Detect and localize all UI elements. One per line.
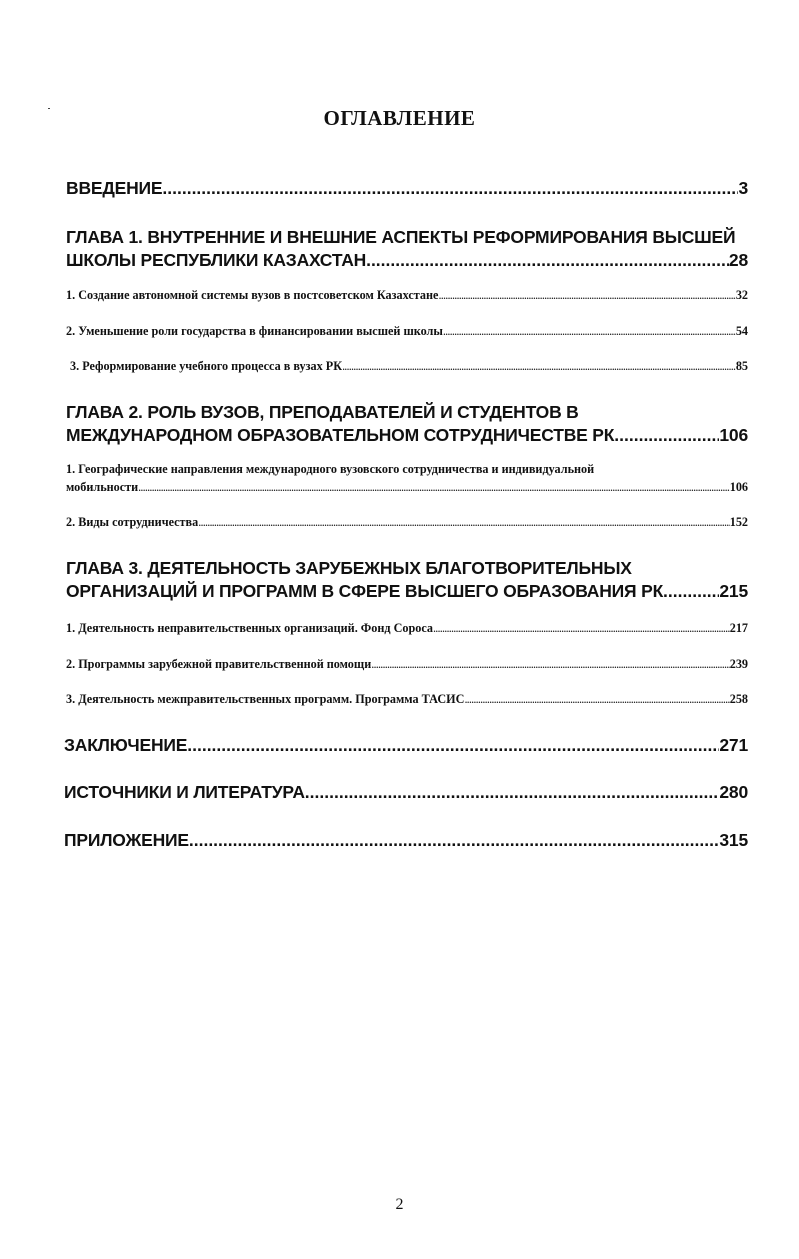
toc-entry-title: 1. Создание автономной системы вузов в постсоветском Казахстане	[66, 288, 439, 302]
page-title: ОГЛАВЛЕНИЕ	[323, 106, 476, 130]
toc-entry-appendix[interactable]	[64, 829, 748, 852]
toc-entry-title-line-2: МЕЖДУНАРОДНОМ ОБРАЗОВАТЕЛЬНОМ СОТРУДНИЧЕСТВЕ РК	[66, 425, 615, 445]
dot-leader	[433, 619, 730, 637]
toc-entry-section-3-1[interactable]	[66, 619, 748, 637]
toc-entry-title: ИСТОЧНИКИ И ЛИТЕРАТУРА	[64, 782, 305, 802]
toc-entry-chapter-2[interactable]	[66, 401, 748, 447]
toc-entry-introduction[interactable]	[66, 177, 748, 200]
dot-leader	[464, 690, 729, 708]
toc-page-number: 271	[719, 735, 748, 755]
dot-leader	[614, 424, 719, 447]
toc-page-number: 239	[729, 657, 748, 671]
toc-entry-title-line-2: мобильности	[66, 480, 139, 494]
toc-entry-section-1-2[interactable]	[66, 322, 748, 340]
toc-entry-section-1-1[interactable]	[66, 286, 748, 304]
dot-leader	[371, 655, 730, 673]
toc-entry-title: 2. Уменьшение роли государства в финансировании высшей школы	[66, 324, 443, 338]
toc-page-number: 54	[735, 324, 748, 338]
toc-page-number: 85	[735, 359, 748, 373]
toc-entry-sources[interactable]	[64, 781, 748, 804]
toc-page-number: 217	[729, 621, 748, 635]
toc-entry-title: 3. Деятельность межправительственных программ. Программа ТАСИС	[66, 692, 465, 706]
dot-leader	[187, 734, 719, 757]
toc-entry-title-line-1: ГЛАВА 3. ДЕЯТЕЛЬНОСТЬ ЗАРУБЕЖНЫХ БЛАГОТВОРИТЕЛЬНЫХ	[66, 558, 632, 578]
toc-entry-section-2-2[interactable]	[66, 513, 748, 531]
toc-entry-title-line-1: ГЛАВА 1. ВНУТРЕННИЕ И ВНЕШНИЕ АСПЕКТЫ РЕФОРМИРОВАНИЯ ВЫСШЕЙ	[66, 227, 736, 247]
dot-leader	[438, 286, 735, 304]
toc-entry-title-line-1: ГЛАВА 2. РОЛЬ ВУЗОВ, ПРЕПОДАВАТЕЛЕЙ И СТУДЕНТОВ В	[66, 402, 579, 422]
toc-entry-title: ЗАКЛЮЧЕНИЕ	[64, 735, 188, 755]
toc-entry-title: 1. Деятельность неправительственных организаций. Фонд Сороса	[66, 621, 434, 635]
page-number: 2	[395, 1196, 404, 1213]
toc-page-number: 28	[728, 250, 748, 270]
toc-entry-section-3-3[interactable]	[66, 690, 748, 708]
toc-page-number: 215	[719, 581, 748, 601]
dot-leader	[198, 513, 730, 531]
toc-page-number: 280	[719, 782, 748, 802]
toc-entry-title: 2. Виды сотрудничества	[66, 515, 199, 529]
dot-leader	[162, 177, 738, 200]
dot-leader	[663, 580, 719, 603]
toc-entry-title: ВВЕДЕНИЕ	[66, 178, 163, 198]
toc-entry-title: 3. Реформирование учебного процесса в вузах РК	[70, 359, 343, 373]
toc-page-number: 32	[735, 288, 748, 302]
dot-leader	[342, 357, 736, 375]
toc-page-number: 152	[729, 515, 748, 529]
toc-entry-chapter-1[interactable]	[66, 226, 748, 272]
toc-entry-title-line-2: ОРГАНИЗАЦИЙ И ПРОГРАММ В СФЕРЕ ВЫСШЕГО ОБРАЗОВАНИЯ РК	[66, 581, 664, 601]
dot-leader	[138, 478, 730, 496]
toc-page-number: 258	[729, 692, 748, 706]
toc-page-number: 106	[729, 480, 748, 494]
dot-leader	[443, 322, 736, 340]
toc-entry-section-2-1[interactable]	[66, 460, 748, 496]
toc-entry-section-3-2[interactable]	[66, 655, 748, 673]
toc-page-number: 106	[719, 425, 748, 445]
toc-entry-chapter-3[interactable]	[66, 557, 748, 603]
toc-entry-title: 2. Программы зарубежной правительственной помощи	[66, 657, 372, 671]
toc-entry-title: ПРИЛОЖЕНИЕ	[64, 830, 189, 850]
dot-leader	[189, 829, 720, 852]
dot-leader	[305, 781, 720, 804]
toc-entry-conclusion[interactable]	[64, 734, 748, 757]
toc-entry-section-1-3[interactable]	[70, 357, 748, 375]
toc-page-number: 315	[719, 830, 748, 850]
toc-page-number: 3	[738, 178, 748, 198]
dot-leader	[366, 249, 729, 272]
toc-entry-title-line-2: ШКОЛЫ РЕСПУБЛИКИ КАЗАХСТАН	[66, 250, 367, 270]
toc-entry-title-line-1: 1. Географические направления международного вузовского сотрудничества и индивидуальной	[66, 462, 595, 476]
